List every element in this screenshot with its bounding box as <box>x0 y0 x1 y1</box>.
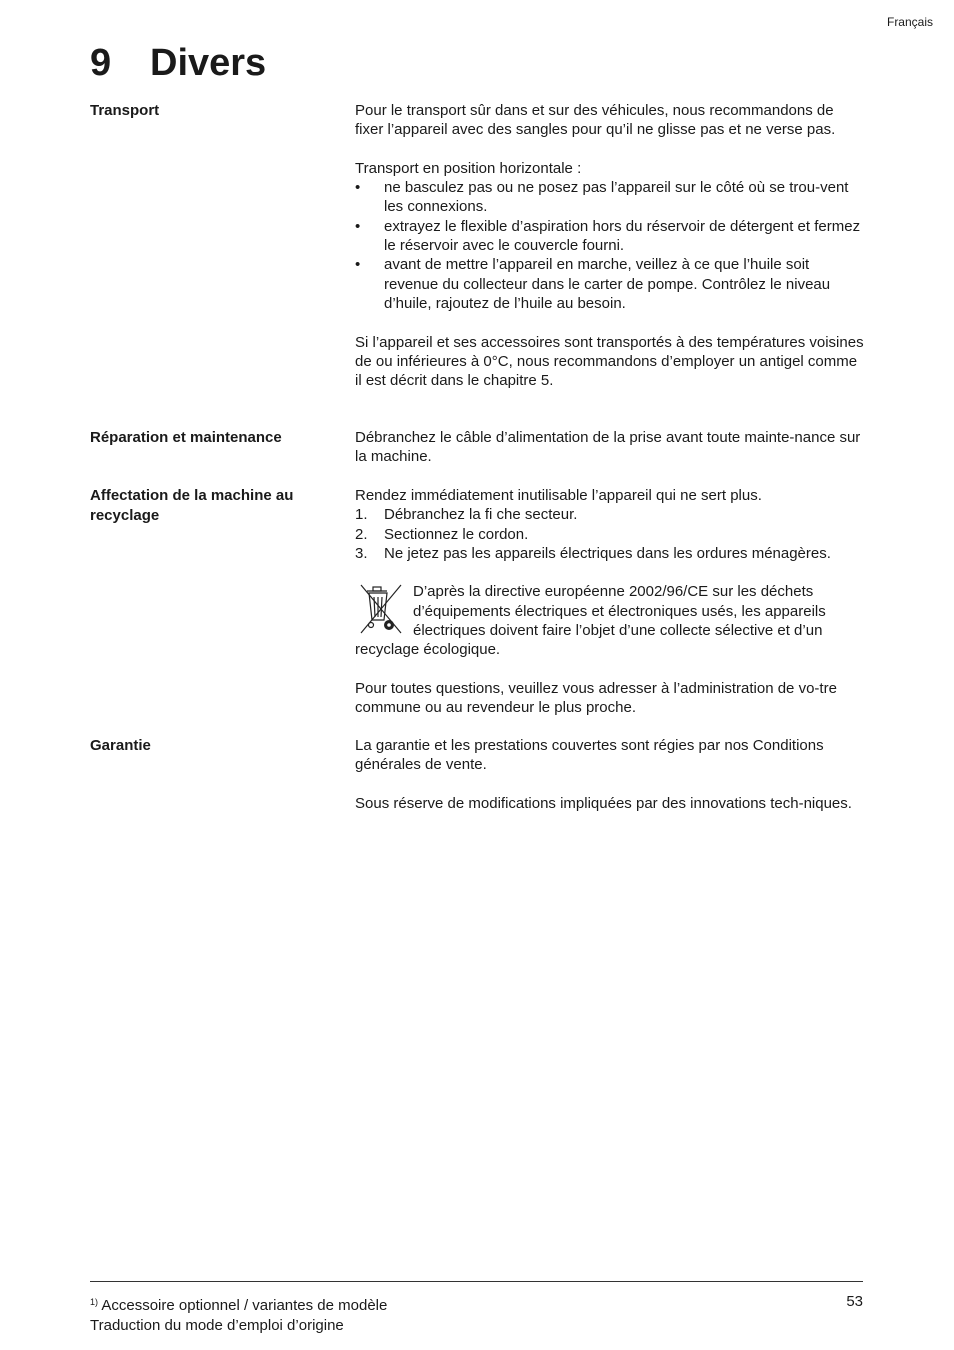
section-label-maintenance: Réparation et maintenance <box>90 429 282 446</box>
list-item: 3. Ne jetez pas les appareils électriques dans les ordures ménagères. <box>355 544 831 562</box>
chapter-title-text: Divers <box>150 42 267 84</box>
chapter-number: 9 <box>90 42 112 84</box>
section-content-transport <box>355 101 865 390</box>
list-item: 2. Sectionnez le cordon. <box>355 525 529 543</box>
section-label-warranty: Garantie <box>90 737 151 754</box>
recycling-steps <box>355 505 865 563</box>
bullet-marker: • <box>355 217 361 235</box>
recycling-contact: Pour toutes questions, veuillez vous adresser à l’administration de vo-tre commune ou au revendeur le plus proche. <box>355 679 837 717</box>
chapter-title <box>90 38 266 88</box>
translation-note: Traduction du mode d’emploi d’origine <box>90 1317 344 1334</box>
section-label-transport: Transport <box>90 102 160 119</box>
footer-divider <box>90 1281 863 1282</box>
section-content-warranty <box>355 736 865 813</box>
page-number: 53 <box>846 1293 863 1310</box>
transport-horizontal-intro: Transport en position horizontale : <box>355 159 582 177</box>
footnote-mark: 1) <box>90 1297 99 1307</box>
list-item: • ne basculez pas ou ne posez pas l’appareil sur le côté où se trou-vent les connexions. <box>355 179 849 216</box>
section-content-recycling <box>355 486 865 718</box>
footnote <box>90 1292 863 1316</box>
bullet-marker: • <box>355 179 361 197</box>
section-label-recycling: Affectation de la machine au recyclage <box>90 487 294 524</box>
list-item: • extrayez le flexible d’aspiration hors du réservoir de détergent et fermez le réservoir avec le couvercle fourni. <box>355 217 861 255</box>
warranty-text: La garantie et les prestations couvertes sont régies par nos Conditions générales de vente. <box>355 737 824 774</box>
list-item: 1. Débranchez la fi che secteur. <box>355 506 578 524</box>
transport-intro: Pour le transport sûr dans et sur des véhicules, nous recommandons de fixer l’appareil avec des sangles pour qu’il ne glisse pas et ne verse pas. <box>355 102 836 139</box>
weee-text: D’après la directive européenne 2002/96/CE sur les déchets d’équipements électriques et électroniques usés, les appareils électriques doivent faire l’objet d’une collecte sélective et d’un recyclage écologique. <box>355 583 826 659</box>
recycling-intro: Rendez immédiatement inutilisable l’appareil qui ne sert plus. <box>355 487 762 504</box>
bullet-marker: • <box>355 256 361 274</box>
section-content-maintenance <box>355 428 865 467</box>
weee-notice <box>355 582 865 659</box>
language-label: Français <box>886 15 933 29</box>
transport-antifreeze: Si l’appareil et ses accessoires sont transportés à des températures voisines de ou inférieures à 0°C, nous recommandons d’employer un antigel comme il est décrit dans le chapitre 5. <box>355 333 864 390</box>
list-item: • avant de mettre l’appareil en marche, veillez à ce que l’huile soit revenue du collecteur dans le carter de pompe. Contrôlez le niveau d’huile, rajoutez de l’huile au besoin. <box>355 256 831 312</box>
warranty-reserve: Sous réserve de modifications impliquées par des innovations tech-niques. <box>355 794 852 812</box>
transport-bullet-list <box>355 178 865 313</box>
footnote-text: Accessoire optionnel / variantes de modèle <box>101 1297 388 1314</box>
maintenance-text: Débranchez le câble d’alimentation de la prise avant toute mainte-nance sur la machine. <box>355 429 861 466</box>
crossed-out-bin-icon <box>355 582 407 636</box>
page-footer <box>90 1292 863 1336</box>
